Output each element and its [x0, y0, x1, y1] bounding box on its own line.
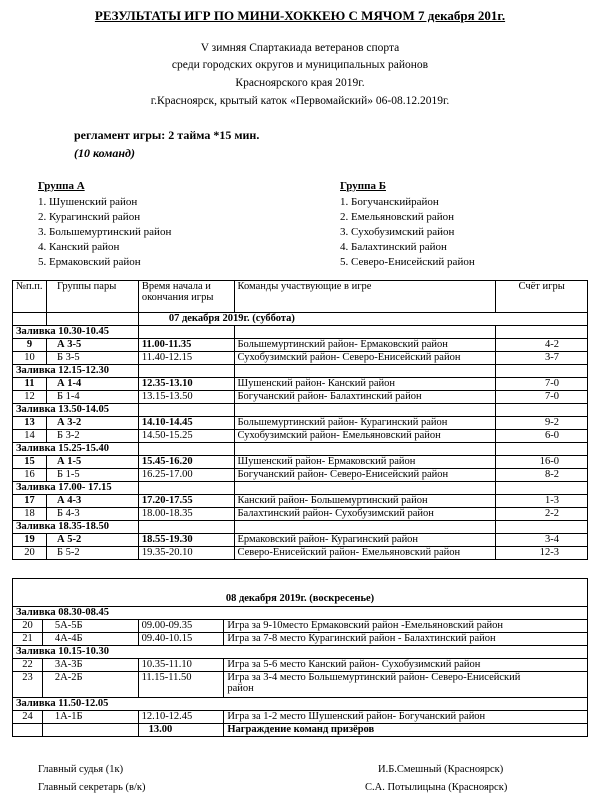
game-score: 8-2: [496, 469, 588, 482]
game-pair: Б 4-3: [46, 508, 138, 521]
team-count: (10 команд): [74, 146, 135, 160]
date-row: [13, 313, 588, 326]
fill-break-row: [13, 443, 588, 456]
game-pair: 5А-5Б: [42, 620, 138, 633]
table-row: [13, 469, 588, 482]
table-row: [13, 633, 588, 646]
game-number: 14: [13, 430, 47, 443]
game-number: 10: [13, 352, 47, 365]
fill-break-row: [13, 646, 588, 659]
game-time: 16.25-17.00: [138, 469, 234, 482]
fill-break-row: [13, 607, 588, 620]
header-teams: Команды участвующие в игре: [234, 281, 496, 313]
chief-secretary-role: Главный секретарь (в/к): [38, 782, 146, 793]
game-teams-line: Игра за 9-10место Ермаковский район -Емельяновский район: [227, 620, 503, 631]
game-time: 15.45-16.20: [138, 456, 234, 469]
subtitle-line-1: V зимняя Спартакиада ветеранов спорта: [200, 42, 400, 54]
chief-judge-name: И.Б.Смешный (Красноярск): [378, 764, 504, 775]
game-rules: регламент игры: 2 тайма *15 мин.: [74, 128, 260, 142]
game-teams-line: Игра за 5-6 место Канский район- Сухобузимский район: [227, 659, 481, 670]
game-teams-line: Игра за 3-4 место Большемуртинский район- Северо-Енисейский: [227, 672, 521, 683]
game-number: 15: [13, 456, 47, 469]
award-text: Награждение команд призёров: [224, 724, 588, 737]
header-score: Счёт игры: [496, 281, 588, 313]
game-time: 09.40-10.15: [138, 633, 224, 646]
game-teams: Сухобузимский район- Емельяновский район: [234, 430, 496, 443]
game-teams: Шушенский район- Канский район: [234, 378, 496, 391]
game-teams: [224, 633, 588, 646]
subtitle-line-3: Красноярского края 2019г.: [235, 77, 365, 89]
game-number: 16: [13, 469, 47, 482]
game-time: 12.10-12.45: [138, 711, 224, 724]
fill-break-label: Заливка 13.50-14.05: [13, 404, 139, 417]
game-time: 11.15-11.50: [138, 672, 224, 698]
group-b-team: 2. Емельяновский район: [340, 211, 455, 223]
header-time: Время начала и окончания игры: [138, 281, 234, 313]
game-pair: Б 1-5: [46, 469, 138, 482]
game-time: 09.00-09.35: [138, 620, 224, 633]
game-number: 23: [13, 672, 43, 698]
fill-break-label: Заливка 10.30-10.45: [13, 326, 139, 339]
table-row: [13, 672, 588, 698]
game-teams: Балахтинский район- Сухобузимский район: [234, 508, 496, 521]
award-row: [13, 724, 588, 737]
game-pair: Б 5-2: [46, 547, 138, 560]
table-row: [13, 508, 588, 521]
fill-break-row: [13, 482, 588, 495]
game-score: 2-2: [496, 508, 588, 521]
game-number: 19: [13, 534, 47, 547]
game-pair: А 1-4: [46, 378, 138, 391]
game-teams-line: Игра за 1-2 место Шушенский район- Богучанский район: [227, 711, 486, 722]
game-teams: Большемуртинский район- Курагинский район: [234, 417, 496, 430]
game-time: 12.35-13.10: [138, 378, 234, 391]
table-row: [13, 620, 588, 633]
game-teams: [224, 620, 588, 633]
game-time: 13.15-13.50: [138, 391, 234, 404]
game-pair: Б 3-5: [46, 352, 138, 365]
fill-break-row: [13, 404, 588, 417]
table-header-row: [13, 281, 588, 313]
fill-break-label: Заливка 08.30-08.45: [13, 607, 588, 620]
game-number: 18: [13, 508, 47, 521]
schedule-table-day1: [12, 280, 588, 560]
fill-break-label: Заливка 10.15-10.30: [13, 646, 588, 659]
game-pair: А 4-3: [46, 495, 138, 508]
game-number: 24: [13, 711, 43, 724]
game-teams: Шушенский район- Ермаковский район: [234, 456, 496, 469]
chief-judge-role: Главный судья (1к): [38, 764, 124, 775]
game-score: 6-0: [496, 430, 588, 443]
fill-break-row: [13, 698, 588, 711]
game-pair: 3А-3Б: [42, 659, 138, 672]
header-pairs: Группы пары: [46, 281, 138, 313]
game-score: 4-2: [496, 339, 588, 352]
game-score: 3-4: [496, 534, 588, 547]
fill-break-label: Заливка 12.15-12.30: [13, 365, 139, 378]
game-time: 11.00-11.35: [138, 339, 234, 352]
date-label: 08 декабря 2019г. (воскресенье): [13, 593, 588, 607]
table-row: [13, 711, 588, 724]
page-title: РЕЗУЛЬТАТЫ ИГР ПО МИНИ-ХОККЕЮ С МЯЧОМ 7 декабря 201г.: [94, 8, 506, 23]
game-teams: [224, 659, 588, 672]
subtitle-line-2: среди городских округов и муниципальных районов: [171, 59, 429, 71]
game-time: 11.40-12.15: [138, 352, 234, 365]
fill-break-label: Заливка 11.50-12.05: [13, 698, 588, 711]
game-score: 3-7: [496, 352, 588, 365]
game-score: 16-0: [496, 456, 588, 469]
game-time: 14.10-14.45: [138, 417, 234, 430]
game-teams: [224, 672, 588, 698]
game-number: 9: [13, 339, 47, 352]
group-a-team: 4. Канский район: [38, 241, 120, 253]
game-pair: Б 1-4: [46, 391, 138, 404]
group-b-team: 5. Северо-Енисейский район: [340, 256, 475, 268]
game-time: 18.55-19.30: [138, 534, 234, 547]
game-pair: А 5-2: [46, 534, 138, 547]
game-teams: Ермаковский район- Курагинский район: [234, 534, 496, 547]
group-a-heading: Группа А: [38, 180, 85, 192]
subtitle-line-4: г.Красноярск, крытый каток «Первомайский» 06-08.12.2019г.: [150, 95, 450, 107]
group-a-team: 3. Большемуртинский район: [38, 226, 172, 238]
group-b-team: 4. Балахтинский район: [340, 241, 447, 253]
game-time: 14.50-15.25: [138, 430, 234, 443]
game-teams: [224, 711, 588, 724]
table-row: [13, 547, 588, 560]
fill-break-label: Заливка 17.00- 17.15: [13, 482, 139, 495]
game-pair: А 3-5: [46, 339, 138, 352]
table-row: [13, 339, 588, 352]
game-time: 18.00-18.35: [138, 508, 234, 521]
game-teams: Большемуртинский район- Ермаковский район: [234, 339, 496, 352]
game-score: 7-0: [496, 378, 588, 391]
fill-break-row: [13, 326, 588, 339]
schedule-table-day2: [12, 578, 588, 737]
game-score: 1-3: [496, 495, 588, 508]
game-number: 21: [13, 633, 43, 646]
game-pair: А 3-2: [46, 417, 138, 430]
game-number: 20: [13, 620, 43, 633]
group-b-team: 1. Богучанскийрайон: [340, 196, 439, 208]
group-a: [38, 180, 171, 270]
fill-break-row: [13, 521, 588, 534]
group-a-team: 1. Шушенский район: [38, 196, 138, 208]
game-score: 12-3: [496, 547, 588, 560]
game-number: 20: [13, 547, 47, 560]
game-number: 12: [13, 391, 47, 404]
game-pair: 4А-4Б: [42, 633, 138, 646]
game-score: 7-0: [496, 391, 588, 404]
group-a-team: 2. Курагинский район: [38, 211, 141, 223]
table-row: [13, 378, 588, 391]
group-a-team: 5. Ермаковский район: [38, 256, 141, 268]
fill-break-row: [13, 365, 588, 378]
table-row: [13, 659, 588, 672]
table-row: [13, 391, 588, 404]
game-score: 9-2: [496, 417, 588, 430]
table-row: [13, 430, 588, 443]
game-number: 17: [13, 495, 47, 508]
game-number: 22: [13, 659, 43, 672]
table-row: [13, 352, 588, 365]
chief-secretary-name: С.А. Потылицына (Красноярск): [365, 782, 508, 793]
game-time: 10.35-11.10: [138, 659, 224, 672]
fill-break-label: Заливка 15.25-15.40: [13, 443, 139, 456]
game-time: 17.20-17.55: [138, 495, 234, 508]
game-time: 19.35-20.10: [138, 547, 234, 560]
date-row: [13, 593, 588, 607]
table-row: [13, 456, 588, 469]
fill-break-label: Заливка 18.35-18.50: [13, 521, 139, 534]
game-teams-line: Игра за 7-8 место Курагинский район - Балахтинский район: [227, 633, 496, 644]
game-teams: Канский район- Большемуртинский район: [234, 495, 496, 508]
award-time: 13.00: [138, 724, 224, 737]
game-teams: Богучанский район- Северо-Енисейский район: [234, 469, 496, 482]
game-teams-line: район: [227, 683, 254, 694]
game-number: 13: [13, 417, 47, 430]
date-label: 07 декабря 2019г. (суббота): [138, 313, 587, 326]
game-pair: Б 3-2: [46, 430, 138, 443]
table-row: [13, 534, 588, 547]
table-row: [13, 417, 588, 430]
group-b-heading: Группа Б: [340, 180, 386, 192]
game-teams: Богучанский район- Балахтинский район: [234, 391, 496, 404]
table-row: [13, 495, 588, 508]
group-b-team: 3. Сухобузимский район: [340, 226, 455, 238]
group-b: [340, 180, 475, 270]
header-num: №п.п.: [13, 281, 47, 313]
game-pair: 2А-2Б: [42, 672, 138, 698]
game-pair: А 1-5: [46, 456, 138, 469]
game-number: 11: [13, 378, 47, 391]
game-teams: Северо-Енисейский район- Емельяновский район: [234, 547, 496, 560]
game-pair: 1А-1Б: [42, 711, 138, 724]
game-teams: Сухобузимский район- Северо-Енисейский район: [234, 352, 496, 365]
